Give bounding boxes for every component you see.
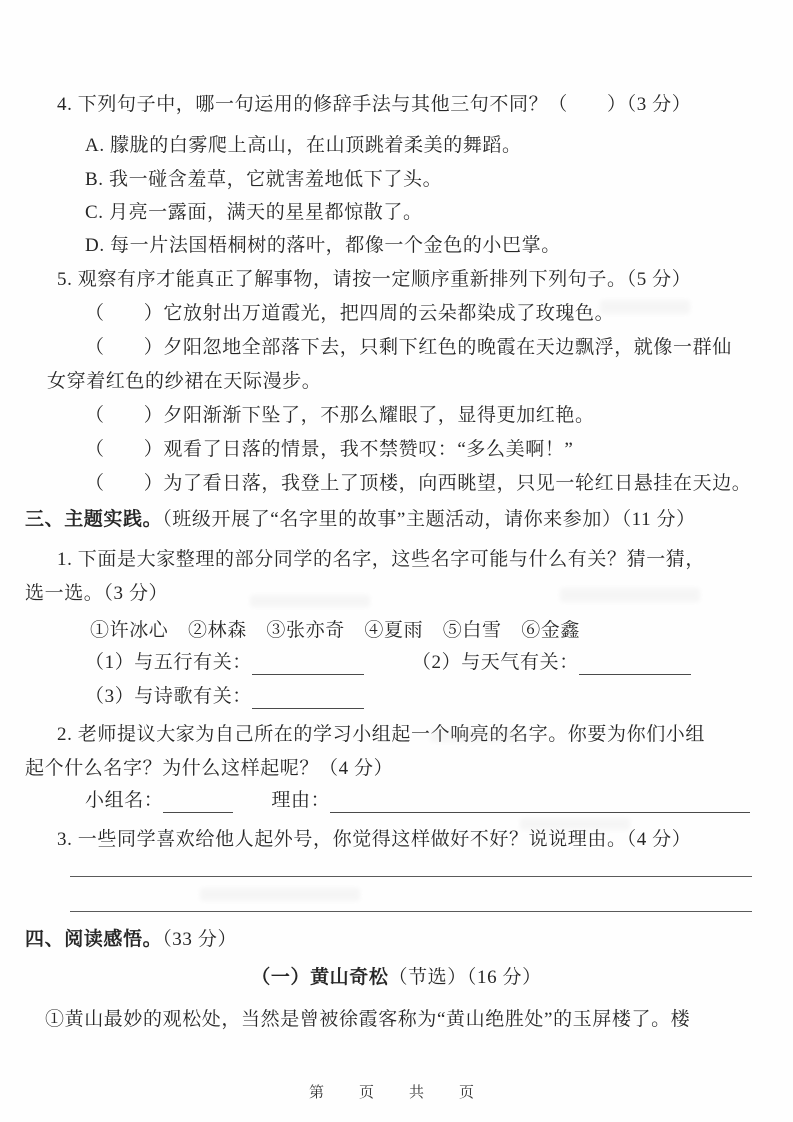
question-4-option-c: C. 月亮一露面，满天的星星都惊散了。 <box>85 202 423 223</box>
blank-wuxing-label: （1）与五行有关： <box>85 652 252 673</box>
question-5-item-4: （ ）观看了日落的情景，我不禁赞叹：“多么美啊！” <box>85 439 574 460</box>
question-4-option-d: D. 每一片法国梧桐树的落叶，都像一个金色的小巴掌。 <box>85 235 561 256</box>
page-footer: 第 页 共 页 <box>308 1084 484 1101</box>
section-3-title-rest: （班级开展了“名字里的故事”主题活动，请你来参加）（11 分） <box>162 509 696 530</box>
section-3-q2-line2: 起个什么名字？为什么这样起呢？（4 分） <box>25 758 394 779</box>
section-3-q1-blank3-row <box>85 685 364 709</box>
section-3-title <box>25 508 696 532</box>
section-4-title-bold: 四、阅读感悟。 <box>25 929 163 950</box>
reason-label: 理由： <box>271 790 331 811</box>
blank-weather-label: （2）与天气有关： <box>411 652 579 673</box>
reading-title-bold: （一）黄山奇松 <box>251 967 389 988</box>
bleed-through-artifact <box>200 888 360 901</box>
section-4-title <box>25 928 237 952</box>
bleed-through-artifact <box>560 588 700 602</box>
bleed-through-artifact <box>250 595 370 607</box>
section-3-q1-line2: 选一选。（3 分） <box>25 583 169 604</box>
blank-wuxing-line <box>252 654 364 675</box>
section-3-q1-blanks-row <box>85 651 691 675</box>
reason-line <box>330 792 750 813</box>
section-3-name-list: ①许冰心 ②林森 ③张亦奇 ④夏雨 ⑤白雪 ⑥金鑫 <box>90 620 581 641</box>
question-4-option-a: A. 朦胧的白雾爬上高山，在山顶跳着柔美的舞蹈。 <box>85 135 522 156</box>
question-5-item-3: （ ）夕阳渐渐下坠了，不那么耀眼了，显得更加红艳。 <box>85 405 595 426</box>
group-name-line <box>163 792 233 813</box>
reading-passage-title <box>0 966 793 990</box>
reading-paragraph-1: ①黄山最妙的观松处，当然是曾被徐霞客称为“黄山绝胜处”的玉屏楼了。楼 <box>45 1009 691 1030</box>
answer-line-1 <box>70 876 752 877</box>
answer-line-2 <box>70 911 752 912</box>
question-5-item-5: （ ）为了看日落，我登上了顶楼，向西眺望，只见一轮红日悬挂在天边。 <box>85 473 752 494</box>
question-4-option-b: B. 我一碰含羞草，它就害羞地低下了头。 <box>85 169 443 190</box>
section-3-q2-line1: 2. 老师提议大家为自己所在的学习小组起一个响亮的名字。你要为你们小组 <box>57 724 706 745</box>
reading-title-rest: （节选）（16 分） <box>388 967 542 988</box>
section-3-title-bold: 三、主题实践。 <box>25 509 163 530</box>
section-3-q2-answer-row <box>85 789 750 813</box>
section-3-q1-line1: 1. 下面是大家整理的部分同学的名字，这些名字可能与什么有关？猜一猜， <box>57 549 706 570</box>
group-name-label: 小组名： <box>85 790 164 811</box>
question-5-item-2-continued: 女穿着红色的纱裙在天际漫步。 <box>47 371 322 392</box>
blank-poetry-label: （3）与诗歌有关： <box>85 686 252 707</box>
section-4-title-rest: （33 分） <box>162 929 238 950</box>
question-5-item-1: （ ）它放射出万道霞光，把四周的云朵都染成了玫瑰色。 <box>85 303 615 324</box>
question-5-item-2: （ ）夕阳忽地全部落下去，只剩下红色的晚霞在天边飘浮，就像一群仙 <box>85 337 732 358</box>
question-4-title: 4. 下列句子中，哪一句运用的修辞手法与其他三句不同？（ ）（3 分） <box>57 94 692 115</box>
blank-weather-line <box>579 654 691 675</box>
section-3-q3: 3. 一些同学喜欢给他人起外号，你觉得这样做好不好？说说理由。（4 分） <box>57 829 692 850</box>
question-5-title: 5. 观察有序才能真正了解事物，请按一定顺序重新排列下列句子。（5 分） <box>57 269 692 290</box>
blank-poetry-line <box>252 688 364 709</box>
